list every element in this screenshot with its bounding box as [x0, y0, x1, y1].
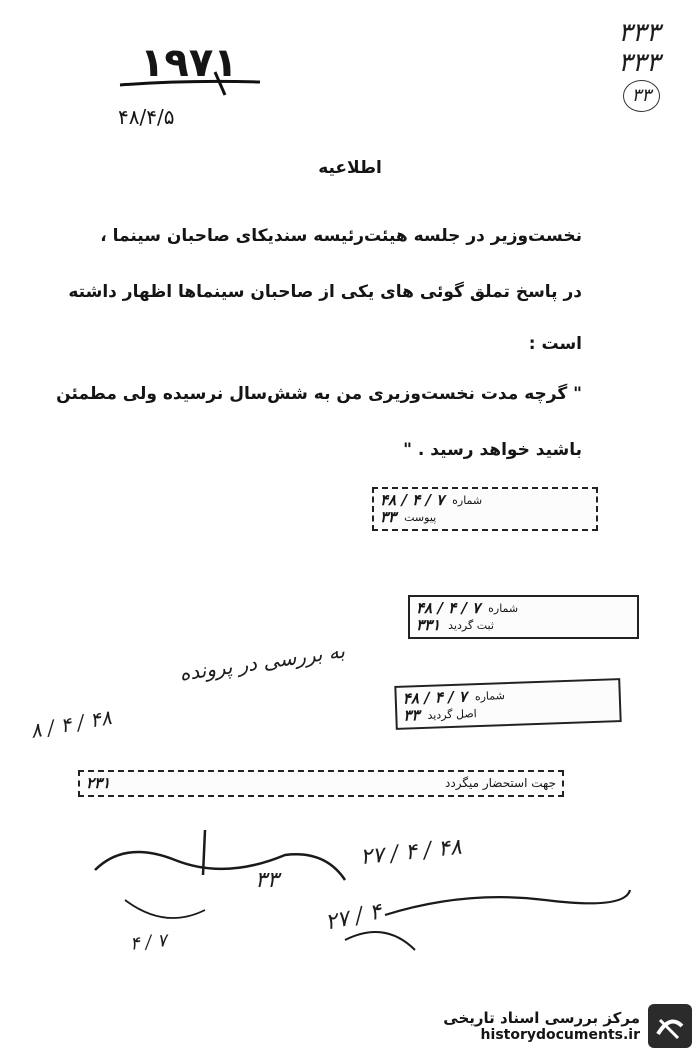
handwritten-note: ۴ / ۷	[129, 930, 168, 955]
archive-logo	[443, 1004, 692, 1048]
stamp-value: ۷ / ۴ / ۴۸	[402, 687, 468, 708]
number-underline	[115, 70, 265, 100]
handwritten-note: ۳۳	[255, 868, 279, 893]
stamp-label: شماره	[474, 689, 506, 704]
archive-website: historydocuments.ir	[480, 1027, 640, 1043]
registration-stamp	[394, 678, 621, 730]
handwritten-note: ۲۷ / ۴	[323, 899, 384, 936]
document-date: ۴۸/۴/۵	[118, 105, 175, 129]
margin-note: به بررسی در پرونده	[178, 638, 347, 686]
stamp-value: ۷ / ۴ / ۴۸	[416, 599, 481, 617]
corner-mark: ۳۳۳	[618, 48, 660, 78]
stamp-label: اصل گردید	[427, 707, 477, 722]
document-number: ۱۹۷۱	[140, 40, 238, 86]
handwritten-note: ۲۷ / ۴ / ۴۸	[358, 834, 463, 871]
notice-stamp	[78, 770, 564, 797]
body-line: است :	[528, 334, 582, 354]
body-line: در پاسخ تملق گوئی های یکی از صاحبان سینماها اظهار داشته	[68, 282, 582, 302]
registration-stamp	[372, 487, 598, 531]
corner-mark-list	[618, 18, 660, 112]
corner-mark: ۳۳	[623, 80, 660, 112]
stamp-label: پیوست	[404, 511, 437, 524]
stamp-value: ۳۳	[403, 706, 420, 725]
stamp-value: ۳۳	[380, 508, 397, 526]
registration-stamp	[408, 595, 639, 639]
body-line: " گرچه مدت نخست‌وزیری من به شش‌سال نرسیده ولی مطمئن	[56, 384, 582, 404]
stamp-label: ثبت گردید	[448, 619, 494, 632]
archive-emblem-icon	[648, 1004, 692, 1048]
corner-mark: ۳۳۳	[618, 18, 660, 48]
signature-scribbles	[85, 820, 645, 980]
stamp-value: ۲۳۱	[86, 774, 111, 792]
body-line: نخست‌وزیر در جلسه هیئت‌رئیسه سندیکای صاحبان سینما ،	[100, 226, 582, 246]
stamp-text: جهت استحضار میگردد	[445, 776, 556, 790]
body-line: باشید خواهد رسید . "	[403, 440, 582, 460]
stamp-label: شماره	[488, 602, 519, 615]
margin-note-date: ۸ / ۴ / ۴۸	[28, 705, 114, 743]
stamp-value: ۷ / ۴ / ۴۸	[380, 491, 445, 509]
stamp-label: شماره	[452, 494, 483, 507]
stamp-value: ۳۳۱	[416, 616, 441, 634]
archive-name: مرکز بررسی اسناد تاریخی	[443, 1009, 640, 1027]
page-title: اطلاعیه	[318, 158, 382, 178]
